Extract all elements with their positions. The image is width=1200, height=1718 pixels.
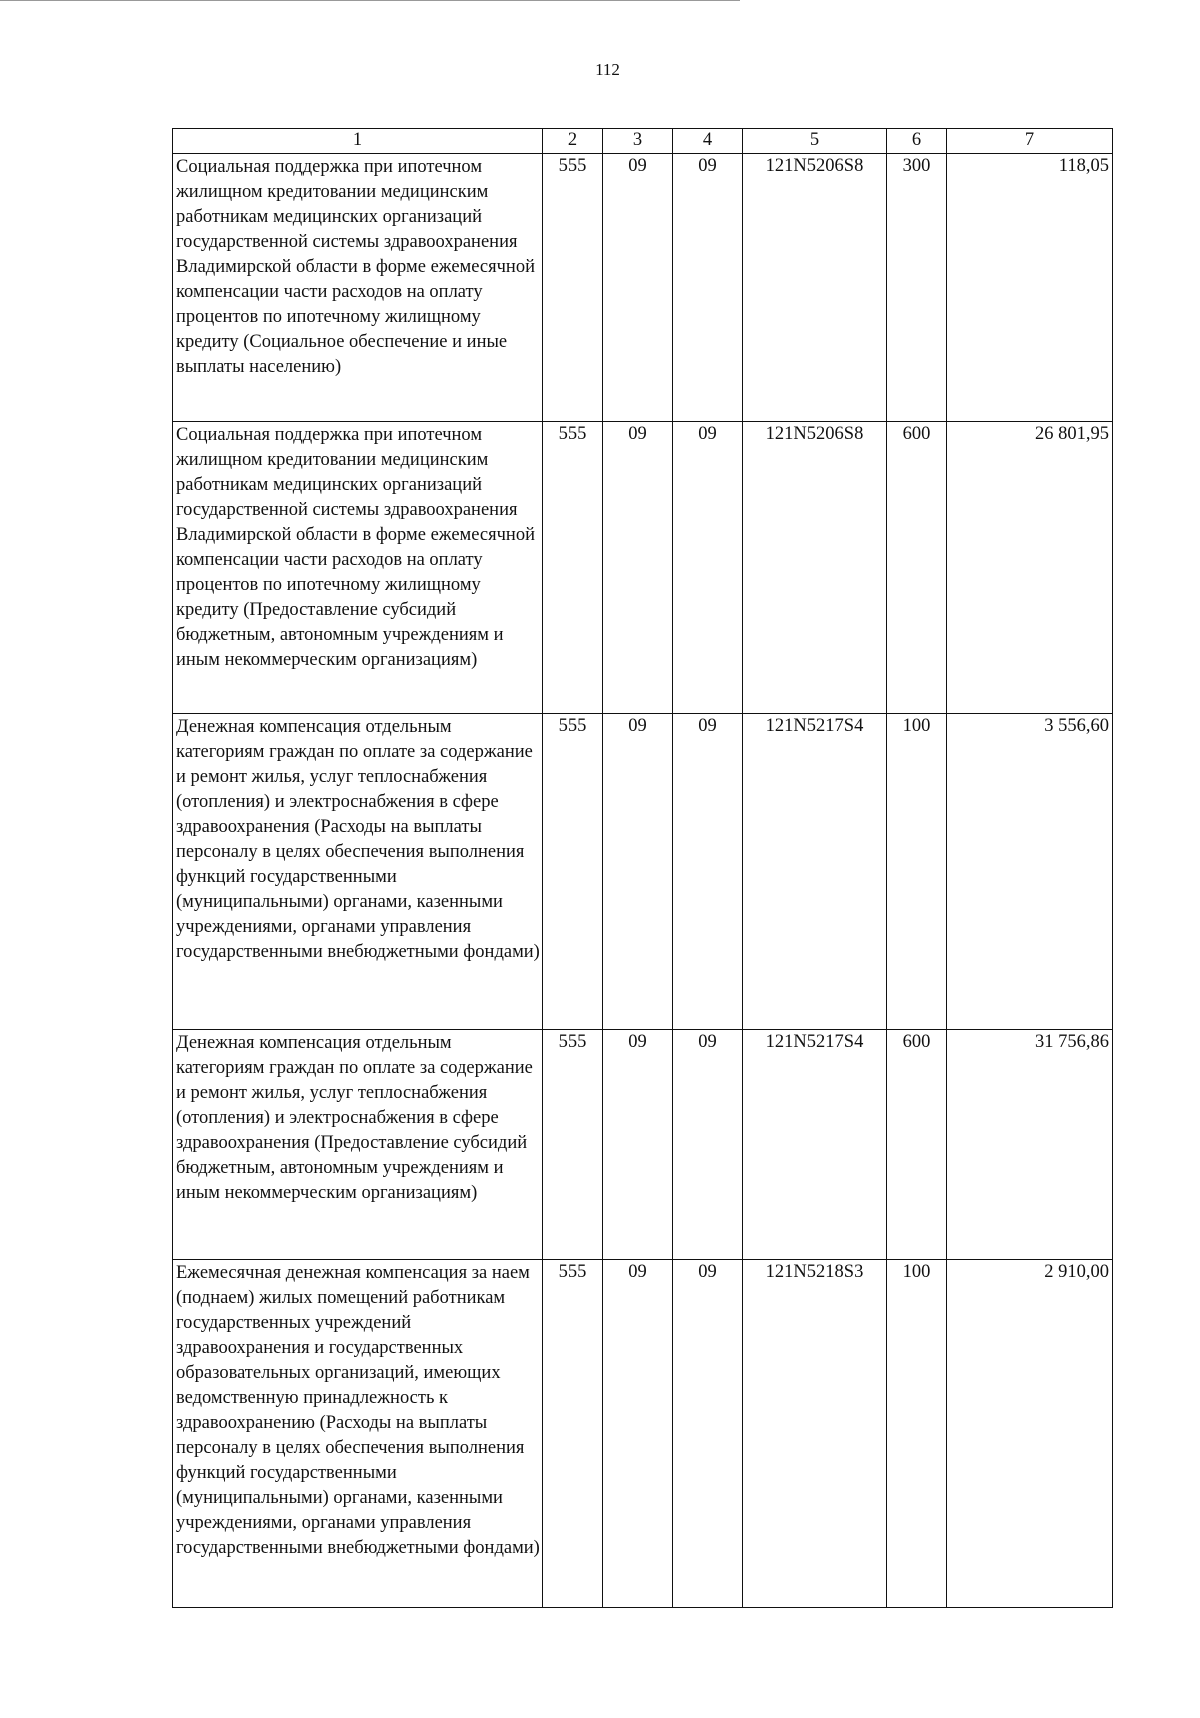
row-section: 09 — [603, 1030, 673, 1260]
row-section: 09 — [603, 154, 673, 422]
page-number: 112 — [595, 60, 620, 79]
row-section: 09 — [603, 1260, 673, 1608]
row-subsection: 09 — [673, 1260, 743, 1608]
row-ministry: 555 — [543, 1260, 603, 1608]
header-cell: 4 — [673, 129, 743, 154]
table-row — [173, 714, 1113, 1030]
row-ministry: 555 — [543, 154, 603, 422]
row-expense-type: 600 — [887, 422, 947, 714]
row-target: 121N5217S4 — [743, 714, 887, 1030]
table-header-row — [173, 129, 1113, 154]
row-ministry: 555 — [543, 1030, 603, 1260]
row-name: Ежемесячная денежная компенсация за наем (поднаем) жилых помещений работникам государственных учреждений здравоохранения и государственных образовательных организаций, имеющих ведомственную принадлежность к здравоохранению (Расходы на выплаты персоналу в целях обеспечения выполнения функций государственными (муниципальными) органами, казенными учреждениями, органами управления государственными внебюджетными фондами) — [173, 1260, 543, 1608]
row-expense-type: 300 — [887, 154, 947, 422]
table-row — [173, 154, 1113, 422]
row-name: Социальная поддержка при ипотечном жилищном кредитовании медицинским работникам медицинских организаций государственной системы здравоохранения Владимирской области в форме ежемесячной компенсации части расходов на оплату процентов по ипотечному жилищному кредиту (Предоставление субсидий бюджетным, автономным учреждениям и иным некоммерческим организациям) — [173, 422, 543, 714]
header-cell: 1 — [173, 129, 543, 154]
table-row — [173, 1030, 1113, 1260]
table-row — [173, 422, 1113, 714]
row-section: 09 — [603, 422, 673, 714]
row-section: 09 — [603, 714, 673, 1030]
scan-top-edge — [0, 0, 740, 1]
row-sum: 26 801,95 — [947, 422, 1113, 714]
row-target: 121N5206S8 — [743, 154, 887, 422]
row-expense-type: 100 — [887, 1260, 947, 1608]
row-subsection: 09 — [673, 714, 743, 1030]
row-subsection: 09 — [673, 422, 743, 714]
row-ministry: 555 — [543, 714, 603, 1030]
table-row — [173, 1260, 1113, 1608]
budget-table — [172, 128, 1113, 1608]
row-sum: 3 556,60 — [947, 714, 1113, 1030]
row-subsection: 09 — [673, 154, 743, 422]
row-expense-type: 600 — [887, 1030, 947, 1260]
row-sum: 2 910,00 — [947, 1260, 1113, 1608]
row-target: 121N5217S4 — [743, 1030, 887, 1260]
row-name: Денежная компенсация отдельным категориям граждан по оплате за содержание и ремонт жилья, услуг теплоснабжения (отопления) и электроснабжения в сфере здравоохранения (Предоставление субсидий бюджетным, автономным учреждениям и иным некоммерческим организациям) — [173, 1030, 543, 1260]
header-cell: 3 — [603, 129, 673, 154]
row-target: 121N5206S8 — [743, 422, 887, 714]
row-name: Социальная поддержка при ипотечном жилищном кредитовании медицинским работникам медицинских организаций государственной системы здравоохранения Владимирской области в форме ежемесячной компенсации части расходов на оплату процентов по ипотечному жилищному кредиту (Социальное обеспечение и иные выплаты населению) — [173, 154, 543, 422]
header-cell: 7 — [947, 129, 1113, 154]
row-target: 121N5218S3 — [743, 1260, 887, 1608]
header-cell: 6 — [887, 129, 947, 154]
row-sum: 31 756,86 — [947, 1030, 1113, 1260]
row-expense-type: 100 — [887, 714, 947, 1030]
row-sum: 118,05 — [947, 154, 1113, 422]
header-cell: 5 — [743, 129, 887, 154]
row-subsection: 09 — [673, 1030, 743, 1260]
header-cell: 2 — [543, 129, 603, 154]
row-ministry: 555 — [543, 422, 603, 714]
row-name: Денежная компенсация отдельным категориям граждан по оплате за содержание и ремонт жилья, услуг теплоснабжения (отопления) и электроснабжения в сфере здравоохранения (Расходы на выплаты персоналу в целях обеспечения выполнения функций государственными (муниципальными) органами, казенными учреждениями, органами управления государственными внебюджетными фондами) — [173, 714, 543, 1030]
